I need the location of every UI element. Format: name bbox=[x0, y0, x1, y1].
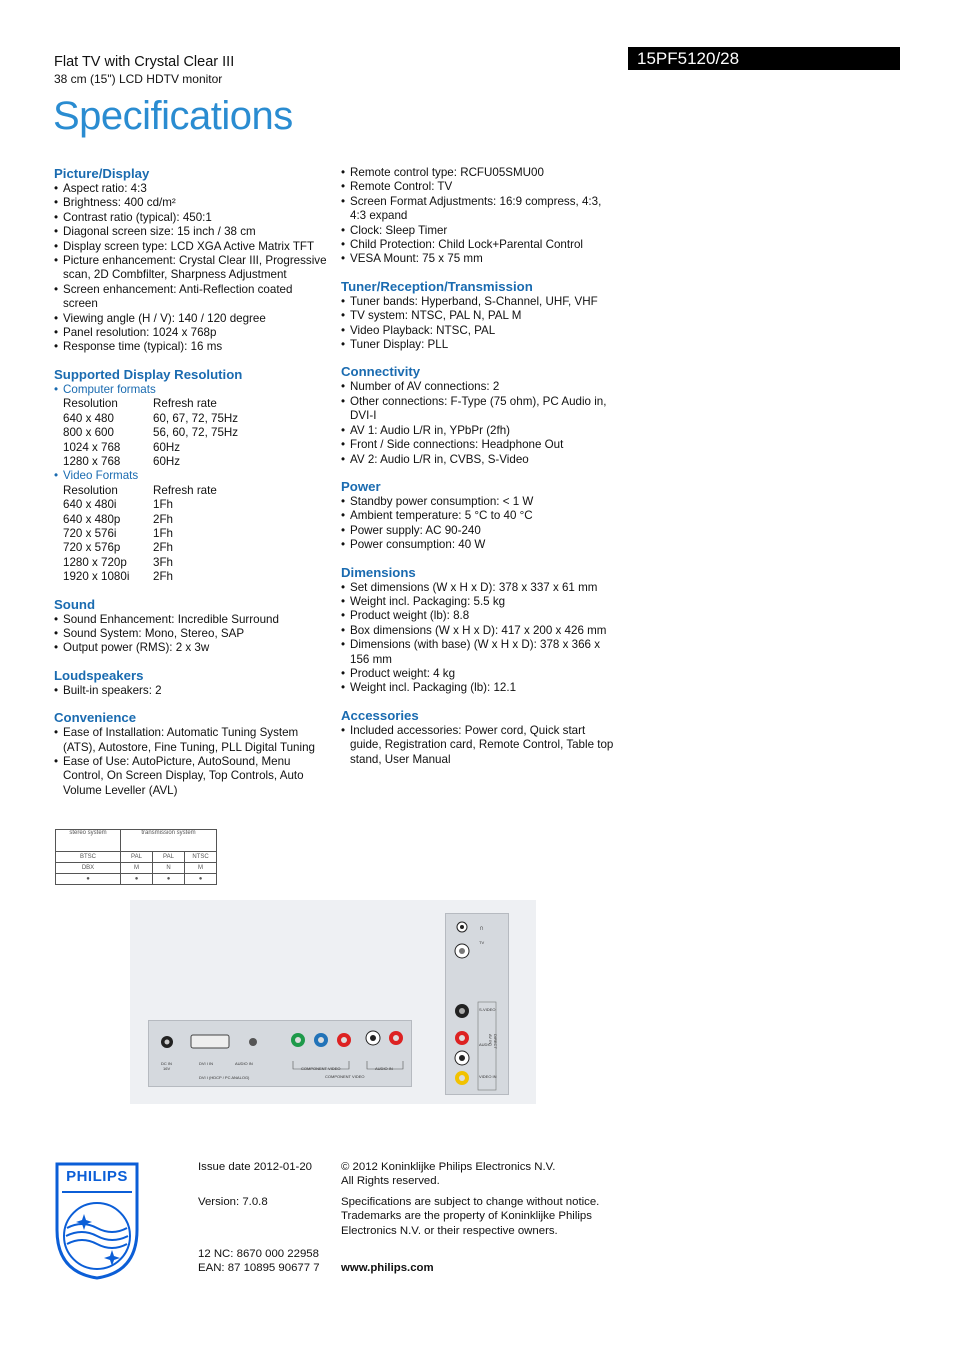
page-heading: Specifications bbox=[53, 94, 293, 138]
spec-item: • Dimensions (with base) (W x H x D): 378 x 366 x 156 mm bbox=[341, 638, 616, 667]
table-row bbox=[63, 556, 217, 570]
dvi-label: DVI I IN bbox=[199, 1061, 214, 1066]
audio-label: AUDIO bbox=[479, 1042, 492, 1047]
spec-item: • Weight incl. Packaging (lb): 12.1 bbox=[341, 681, 616, 695]
spec-item: • Video Playback: NTSC, PAL bbox=[341, 324, 616, 338]
supported-resolution-section bbox=[54, 367, 329, 585]
sound-section bbox=[54, 597, 329, 656]
table-cell: 60Hz bbox=[153, 454, 181, 468]
spec-item: • Remote control type: RCFU05SMU00 bbox=[341, 166, 616, 180]
spec-item: • Response time (typical): 16 ms bbox=[54, 340, 329, 354]
disclaimer-line-1: Specifications are subject to change without notice. bbox=[341, 1196, 600, 1208]
product-title: Flat TV with Crystal Clear III bbox=[54, 54, 235, 70]
stereo-system-header: stereo system bbox=[56, 830, 121, 852]
spec-item: • Display screen type: LCD XGA Active Matrix TFT bbox=[54, 240, 329, 254]
philips-logo bbox=[54, 1162, 140, 1280]
symbol-icon: ● bbox=[153, 874, 185, 885]
product-subtitle: 38 cm (15") LCD HDTV monitor bbox=[54, 72, 223, 86]
table-cell: 1280 x 720p bbox=[63, 555, 127, 569]
section-heading: Connectivity bbox=[341, 364, 421, 380]
rear-connectors-graphic bbox=[149, 1021, 411, 1086]
side-connector-panel bbox=[445, 913, 509, 1095]
disclaimer-line-2: Trademarks are the property of Koninklijke Philips bbox=[341, 1210, 592, 1222]
table-cell: 720 x 576i bbox=[63, 526, 117, 540]
table-row bbox=[63, 527, 217, 541]
spec-item: • Number of AV connections: 2 bbox=[341, 380, 616, 394]
section-heading: Accessories bbox=[341, 707, 419, 723]
symbol-icon: ● bbox=[185, 874, 217, 885]
table-cell: M bbox=[185, 863, 217, 874]
table-cell: 800 x 600 bbox=[63, 426, 114, 440]
section-heading: Supported Display Resolution bbox=[54, 366, 243, 382]
table-cell: PAL bbox=[121, 852, 153, 863]
spec-item: • Ease of Installation: Automatic Tuning System (ATS), Autostore, Fine Tuning, PLL Digital Tuning bbox=[54, 726, 329, 755]
svg-text:∩: ∩ bbox=[479, 925, 485, 932]
rear-connector-panel bbox=[148, 1020, 412, 1087]
accessories-section bbox=[341, 708, 616, 767]
table-row bbox=[63, 498, 217, 512]
table-row bbox=[63, 513, 217, 527]
spec-item: • Tuner bands: Hyperband, S-Channel, UHF, VHF bbox=[341, 295, 616, 309]
direct-av-in-label: DIRECT AV IN bbox=[488, 1034, 498, 1049]
spec-item: • Product weight: 4 kg bbox=[341, 667, 616, 681]
audio-in-label: AUDIO IN bbox=[235, 1061, 253, 1066]
spec-item: • Standby power consumption: < 1 W bbox=[341, 495, 616, 509]
disclaimer-line-3: Electronics N.V. or their respective owners. bbox=[341, 1225, 558, 1237]
spec-item: • Ease of Use: AutoPicture, AutoSound, Menu Control, On Screen Display, Top Controls, Auto Volume Leveller (AVL) bbox=[54, 755, 329, 798]
loudspeakers-section bbox=[54, 668, 329, 698]
table-cell: 60, 67, 72, 75Hz bbox=[153, 411, 239, 425]
dvi-sub-label: DVI I (HDCP / PC ANALOG) bbox=[199, 1075, 250, 1080]
section-heading: Power bbox=[341, 478, 381, 494]
table-cell: 2Fh bbox=[153, 541, 173, 555]
picture-display-section bbox=[54, 166, 329, 355]
spec-item: • Other connections: F-Type (75 ohm), PC Audio in, DVI-I bbox=[341, 395, 616, 424]
table-cell: 2Fh bbox=[153, 512, 173, 526]
svideo-label: S-VIDEO bbox=[479, 1007, 496, 1012]
spec-item: • Contrast ratio (typical): 450:1 bbox=[54, 211, 329, 225]
video-formats-link[interactable]: • Video Formats bbox=[54, 469, 329, 483]
section-heading: Convenience bbox=[54, 710, 137, 726]
copyright-line-2: All Rights reserved. bbox=[341, 1175, 440, 1187]
table-cell: PAL bbox=[153, 852, 185, 863]
column-header: Resolution bbox=[63, 483, 118, 497]
remote-section bbox=[341, 166, 616, 267]
spec-item: • Panel resolution: 1024 x 768p bbox=[54, 326, 329, 340]
computer-formats-table bbox=[63, 397, 238, 469]
section-heading: Tuner/Reception/Transmission bbox=[341, 278, 533, 294]
spec-item: • Screen enhancement: Anti-Reflection coated screen bbox=[54, 283, 329, 312]
spec-item: • Brightness: 400 cd/m² bbox=[54, 196, 329, 210]
audio-in2-label: AUDIO IN bbox=[375, 1066, 393, 1071]
table-row bbox=[63, 455, 238, 469]
dimensions-section bbox=[341, 565, 616, 696]
connectivity-section bbox=[341, 364, 616, 466]
spec-item: • Set dimensions (W x H x D): 378 x 337 x 61 mm bbox=[341, 581, 616, 595]
table-row bbox=[63, 570, 217, 584]
spec-item: • Power consumption: 40 W bbox=[341, 538, 616, 552]
website-link[interactable]: www.philips.com bbox=[341, 1262, 434, 1274]
table-cell: 1Fh bbox=[153, 498, 173, 512]
spec-item: • AV 2: Audio L/R in, CVBS, S-Video bbox=[341, 453, 616, 467]
component-video-small-label: COMPONENT VIDEO bbox=[301, 1066, 341, 1071]
table-cell: 640 x 480i bbox=[63, 498, 117, 512]
table-cell: DBX bbox=[56, 863, 121, 874]
convenience-section bbox=[54, 710, 329, 798]
spec-item: • AV 1: Audio L/R in, YPbPr (2fh) bbox=[341, 424, 616, 438]
spec-item: • Picture enhancement: Crystal Clear III, Progressive scan, 2D Combfilter, Sharpness Adjustment bbox=[54, 254, 329, 283]
video-formats-table bbox=[63, 484, 217, 585]
spec-item: • Built-in speakers: 2 bbox=[54, 684, 329, 698]
version: Version: 7.0.8 bbox=[198, 1196, 268, 1208]
column-header: Refresh rate bbox=[153, 397, 217, 411]
brand-wordmark: PHILIPS bbox=[66, 1168, 128, 1185]
spec-item: • TV system: NTSC, PAL N, PAL M bbox=[341, 309, 616, 323]
symbol-icon: ● bbox=[121, 874, 153, 885]
spec-item: • VESA Mount: 75 x 75 mm bbox=[341, 252, 616, 266]
table-cell: 640 x 480 bbox=[63, 411, 114, 425]
model-number: 15PF5120/28 bbox=[628, 47, 900, 70]
spec-item: • Included accessories: Power cord, Quick start guide, Registration card, Remote Control, Table top stand, User Manual bbox=[341, 724, 616, 767]
compatibility-logo-table bbox=[55, 829, 217, 885]
table-cell: 1920 x 1080i bbox=[63, 570, 130, 584]
copyright-line-1: © 2012 Koninklijke Philips Electronics N.V. bbox=[341, 1161, 556, 1173]
spec-item: • Sound Enhancement: Incredible Surround bbox=[54, 613, 329, 627]
spec-column-left bbox=[54, 166, 329, 810]
table-cell: 1024 x 768 bbox=[63, 440, 121, 454]
table-cell: 640 x 480p bbox=[63, 512, 121, 526]
table-cell: NTSC bbox=[185, 852, 217, 863]
section-heading: Dimensions bbox=[341, 564, 416, 580]
dc-voltage-label: 16V bbox=[163, 1066, 171, 1071]
video-in-label: VIDEO IN bbox=[479, 1074, 497, 1079]
issue-date: Issue date 2012-01-20 bbox=[198, 1161, 312, 1173]
spec-item: • Child Protection: Child Lock+Parental Control bbox=[341, 238, 616, 252]
table-cell: 60Hz bbox=[153, 440, 181, 454]
spec-item: • Power supply: AC 90-240 bbox=[341, 524, 616, 538]
component-video-label: COMPONENT VIDEO bbox=[325, 1074, 365, 1079]
ean-code: EAN: 87 10895 90677 7 bbox=[198, 1262, 320, 1274]
table-cell: 2Fh bbox=[153, 570, 173, 584]
table-row bbox=[63, 441, 238, 455]
section-heading: Picture/Display bbox=[54, 166, 150, 181]
table-cell: M bbox=[121, 863, 153, 874]
spec-item: • Weight incl. Packaging: 5.5 kg bbox=[341, 595, 616, 609]
table-cell: 1Fh bbox=[153, 526, 173, 540]
spec-item: • Remote Control: TV bbox=[341, 180, 616, 194]
table-cell: BTSC bbox=[56, 852, 121, 863]
spec-item: • Clock: Sleep Timer bbox=[341, 224, 616, 238]
nc-code: 12 NC: 8670 000 22958 bbox=[198, 1248, 319, 1260]
spec-item: • Aspect ratio: 4:3 bbox=[54, 182, 329, 196]
section-heading: Loudspeakers bbox=[54, 667, 144, 683]
spec-item: • Diagonal screen size: 15 inch / 38 cm bbox=[54, 225, 329, 239]
table-row bbox=[63, 541, 217, 555]
side-connectors-graphic bbox=[446, 914, 508, 1094]
power-section bbox=[341, 479, 616, 553]
table-cell: 720 x 576p bbox=[63, 541, 121, 555]
tv-label: TV bbox=[479, 940, 485, 945]
section-heading: Sound bbox=[54, 596, 96, 612]
tuner-section bbox=[341, 279, 616, 353]
column-header: Resolution bbox=[63, 397, 118, 411]
spec-item: • Screen Format Adjustments: 16:9 compress, 4:3, 4:3 expand bbox=[341, 195, 616, 224]
column-header: Refresh rate bbox=[153, 483, 217, 497]
spec-item: • Sound System: Mono, Stereo, SAP bbox=[54, 627, 329, 641]
spec-item: • Viewing angle (H / V): 140 / 120 degree bbox=[54, 312, 329, 326]
spec-item: • Box dimensions (W x H x D): 417 x 200 x 426 mm bbox=[341, 624, 616, 638]
table-row bbox=[63, 426, 238, 440]
symbol-icon: ● bbox=[56, 874, 121, 885]
table-row bbox=[63, 412, 238, 426]
spec-item: • Ambient temperature: 5 °C to 40 °C bbox=[341, 509, 616, 523]
spec-item: • Product weight (lb): 8.8 bbox=[341, 609, 616, 623]
table-cell: 56, 60, 72, 75Hz bbox=[153, 426, 239, 440]
transmission-system-header: transmission system bbox=[121, 830, 217, 852]
computer-formats-link[interactable]: • Computer formats bbox=[54, 383, 329, 397]
spec-item: • Tuner Display: PLL bbox=[341, 338, 616, 352]
spec-column-right bbox=[341, 166, 616, 779]
table-cell: 1280 x 768 bbox=[63, 454, 121, 468]
spec-item: • Front / Side connections: Headphone Out bbox=[341, 438, 616, 452]
dc-in-label: DC IN bbox=[161, 1061, 172, 1066]
table-cell: 3Fh bbox=[153, 555, 173, 569]
spec-item: • Output power (RMS): 2 x 3w bbox=[54, 641, 329, 655]
table-cell: N bbox=[153, 863, 185, 874]
